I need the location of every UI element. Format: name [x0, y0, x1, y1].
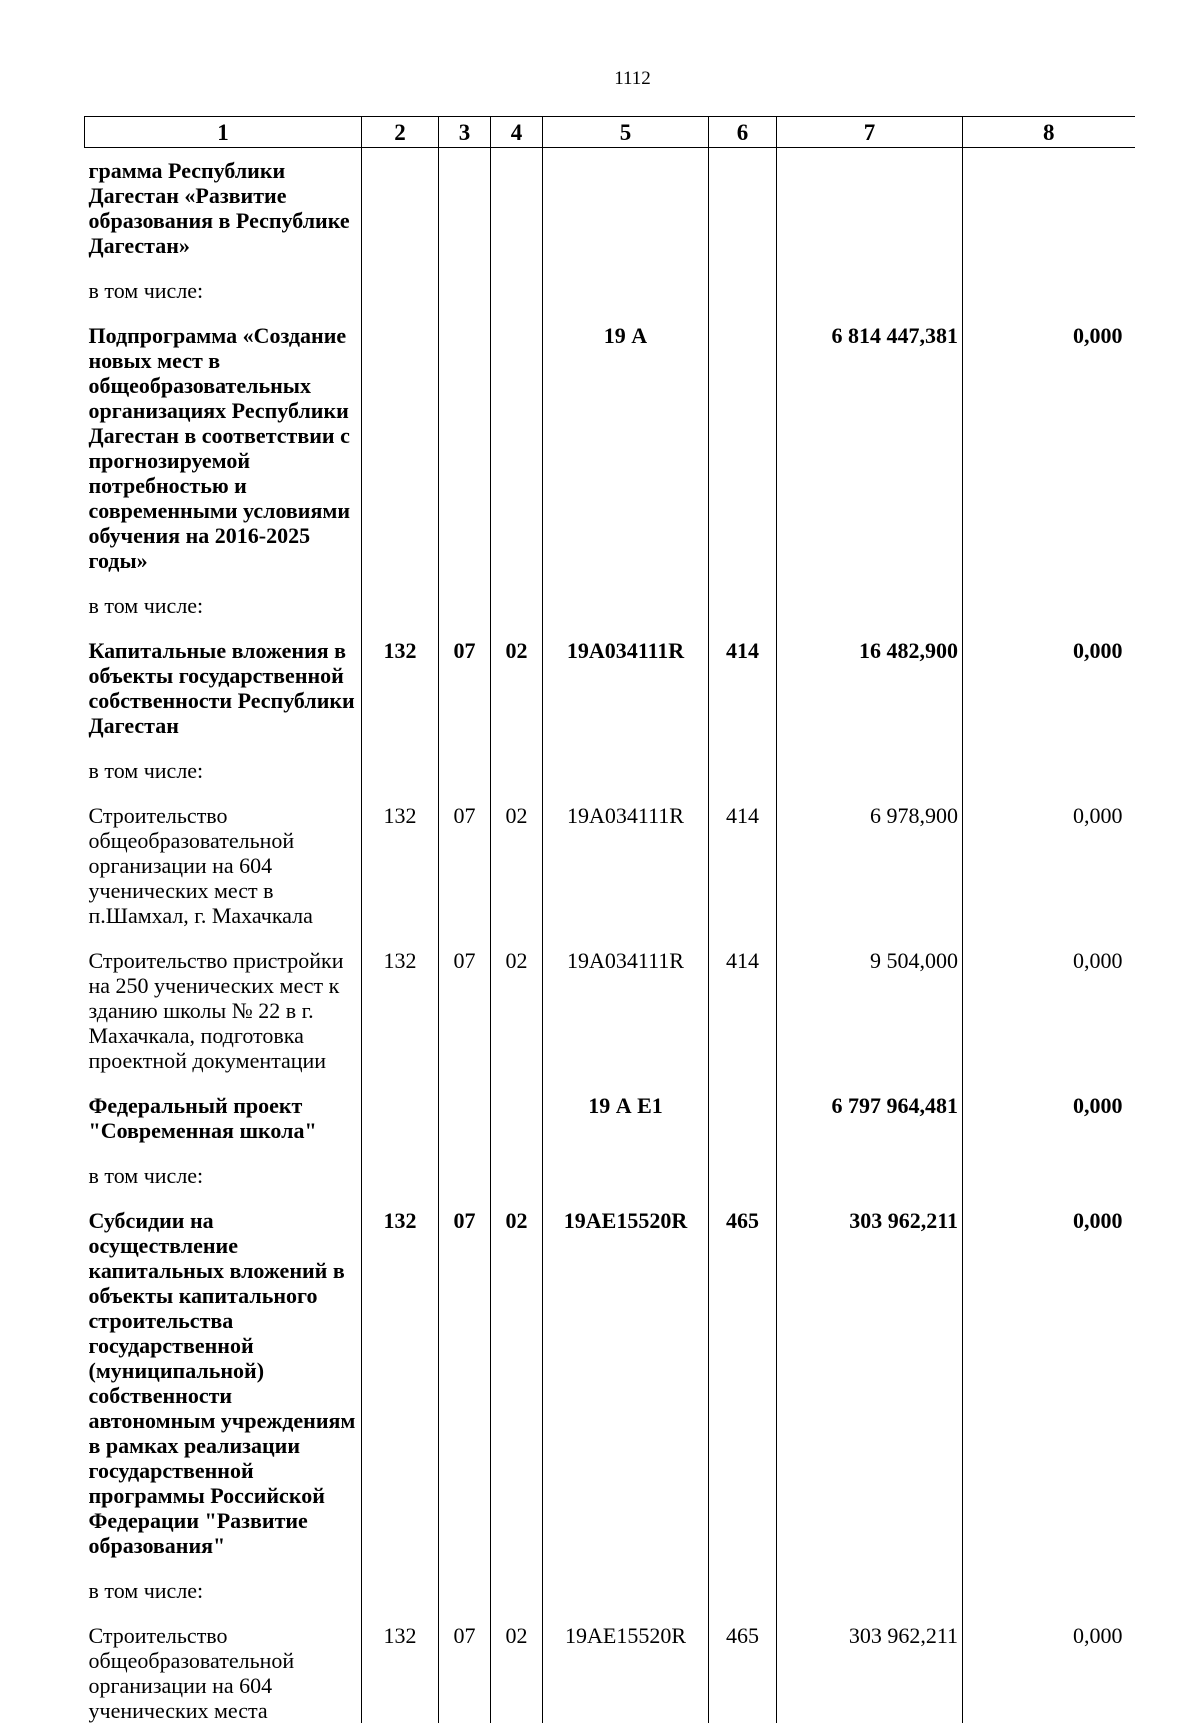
cell-ministry: 132 — [362, 1603, 439, 1723]
cell-description: Строительство общеобразовательной организации на 604 ученических мест в п.Шамхал, г. Махачкала — [85, 783, 362, 928]
cell-expense-type — [709, 1143, 777, 1188]
cell-expense-type — [709, 1558, 777, 1603]
cell-section — [439, 258, 491, 303]
cell-section: 07 — [439, 783, 491, 928]
cell-subsection: 02 — [491, 618, 543, 738]
cell-section — [439, 148, 491, 259]
cell-section — [439, 1143, 491, 1188]
cell-amount: 303 962,211 — [777, 1603, 963, 1723]
table-row — [85, 148, 1135, 259]
table-row — [85, 303, 1135, 573]
cell-subsection — [491, 1558, 543, 1603]
cell-amount-2 — [963, 738, 1135, 783]
cell-ministry — [362, 573, 439, 618]
cell-description: в том числе: — [85, 1558, 362, 1603]
cell-ministry: 132 — [362, 1188, 439, 1558]
cell-description: в том числе: — [85, 573, 362, 618]
cell-description: Федеральный проект "Современная школа" — [85, 1073, 362, 1143]
cell-amount-2 — [963, 258, 1135, 303]
cell-amount-2: 0,000 — [963, 618, 1135, 738]
cell-subsection: 02 — [491, 1603, 543, 1723]
cell-expense-type: 465 — [709, 1603, 777, 1723]
cell-description: Капитальные вложения в объекты государственной собственности Республики Дагестан — [85, 618, 362, 738]
table-row — [85, 258, 1135, 303]
cell-expense-type: 465 — [709, 1188, 777, 1558]
cell-ministry — [362, 1558, 439, 1603]
cell-expense-type — [709, 148, 777, 259]
cell-ministry — [362, 1143, 439, 1188]
cell-amount-2: 0,000 — [963, 1603, 1135, 1723]
cell-ministry: 132 — [362, 783, 439, 928]
page-number: 1112 — [0, 68, 1200, 90]
table-row — [85, 1603, 1135, 1723]
table-row — [85, 573, 1135, 618]
table-row — [85, 1073, 1135, 1143]
col-header-8: 8 — [963, 117, 1135, 148]
cell-section — [439, 1558, 491, 1603]
table-row — [85, 1188, 1135, 1558]
cell-expense-type — [709, 573, 777, 618]
cell-amount: 6 814 447,381 — [777, 303, 963, 573]
cell-description: в том числе: — [85, 258, 362, 303]
cell-ministry — [362, 303, 439, 573]
cell-amount — [777, 148, 963, 259]
cell-description: Подпрограмма «Создание новых мест в общеобразовательных организациях Республики Дагестан в соответствии с прогнозируемой потребностью и современными условиями обучения на 2016-2025 годы» — [85, 303, 362, 573]
cell-subsection — [491, 303, 543, 573]
cell-target-article: 19А034111R — [543, 618, 709, 738]
cell-description: грамма Республики Дагестан «Развитие образования в Республике Дагестан» — [85, 148, 362, 259]
cell-section: 07 — [439, 928, 491, 1073]
cell-amount: 303 962,211 — [777, 1188, 963, 1558]
cell-section — [439, 1073, 491, 1143]
cell-section — [439, 303, 491, 573]
cell-section: 07 — [439, 1603, 491, 1723]
cell-amount: 6 797 964,481 — [777, 1073, 963, 1143]
table-header — [85, 117, 1135, 148]
cell-amount-2 — [963, 148, 1135, 259]
cell-target-article: 19 А Е1 — [543, 1073, 709, 1143]
col-header-7: 7 — [777, 117, 963, 148]
table-row — [85, 1143, 1135, 1188]
col-header-3: 3 — [439, 117, 491, 148]
cell-amount-2: 0,000 — [963, 303, 1135, 573]
cell-subsection — [491, 1073, 543, 1143]
cell-description: в том числе: — [85, 738, 362, 783]
cell-amount — [777, 1143, 963, 1188]
col-header-4: 4 — [491, 117, 543, 148]
cell-amount — [777, 573, 963, 618]
cell-subsection — [491, 1143, 543, 1188]
cell-description: Строительство общеобразовательной организации на 604 ученических места — [85, 1603, 362, 1723]
cell-target-article — [543, 1558, 709, 1603]
cell-ministry — [362, 738, 439, 783]
cell-expense-type — [709, 738, 777, 783]
cell-section — [439, 573, 491, 618]
cell-subsection: 02 — [491, 1188, 543, 1558]
cell-description: в том числе: — [85, 1143, 362, 1188]
cell-amount — [777, 258, 963, 303]
col-header-5: 5 — [543, 117, 709, 148]
cell-amount: 6 978,900 — [777, 783, 963, 928]
cell-ministry — [362, 148, 439, 259]
cell-subsection: 02 — [491, 783, 543, 928]
cell-target-article — [543, 148, 709, 259]
cell-target-article: 19АЕ15520R — [543, 1603, 709, 1723]
cell-amount-2 — [963, 573, 1135, 618]
cell-target-article — [543, 738, 709, 783]
cell-subsection — [491, 738, 543, 783]
cell-expense-type: 414 — [709, 783, 777, 928]
cell-amount — [777, 1558, 963, 1603]
cell-subsection: 02 — [491, 928, 543, 1073]
cell-section: 07 — [439, 1188, 491, 1558]
table-row — [85, 783, 1135, 928]
cell-expense-type — [709, 303, 777, 573]
header-row — [85, 117, 1135, 148]
cell-section — [439, 738, 491, 783]
col-header-2: 2 — [362, 117, 439, 148]
cell-ministry — [362, 1073, 439, 1143]
cell-target-article: 19 А — [543, 303, 709, 573]
cell-amount-2: 0,000 — [963, 783, 1135, 928]
budget-table — [84, 116, 1135, 1723]
cell-subsection — [491, 573, 543, 618]
cell-target-article — [543, 573, 709, 618]
col-header-1: 1 — [85, 117, 362, 148]
cell-expense-type: 414 — [709, 618, 777, 738]
cell-amount: 9 504,000 — [777, 928, 963, 1073]
cell-ministry: 132 — [362, 618, 439, 738]
cell-target-article — [543, 258, 709, 303]
cell-description: Субсидии на осуществление капитальных вложений в объекты капитального строительства государственной (муниципальной) собственности автономным учреждениям в рамках реализации государственной программы Российской Федерации "Развитие образования" — [85, 1188, 362, 1558]
cell-amount-2 — [963, 1143, 1135, 1188]
table-row — [85, 618, 1135, 738]
table-row — [85, 1558, 1135, 1603]
cell-section: 07 — [439, 618, 491, 738]
table-row — [85, 738, 1135, 783]
cell-amount — [777, 738, 963, 783]
cell-amount-2 — [963, 1558, 1135, 1603]
cell-expense-type — [709, 258, 777, 303]
cell-amount-2: 0,000 — [963, 928, 1135, 1073]
cell-amount-2: 0,000 — [963, 1188, 1135, 1558]
table-body — [85, 148, 1135, 1723]
cell-target-article: 19А034111R — [543, 928, 709, 1073]
cell-ministry — [362, 258, 439, 303]
cell-target-article: 19А034111R — [543, 783, 709, 928]
cell-amount: 16 482,900 — [777, 618, 963, 738]
cell-expense-type — [709, 1073, 777, 1143]
cell-target-article: 19АЕ15520R — [543, 1188, 709, 1558]
cell-description: Строительство пристройки на 250 ученических мест к зданию школы № 22 в г. Махачкала, подготовка проектной документации — [85, 928, 362, 1073]
cell-amount-2: 0,000 — [963, 1073, 1135, 1143]
cell-subsection — [491, 258, 543, 303]
col-header-6: 6 — [709, 117, 777, 148]
cell-target-article — [543, 1143, 709, 1188]
cell-ministry: 132 — [362, 928, 439, 1073]
cell-subsection — [491, 148, 543, 259]
table-row — [85, 928, 1135, 1073]
cell-expense-type: 414 — [709, 928, 777, 1073]
